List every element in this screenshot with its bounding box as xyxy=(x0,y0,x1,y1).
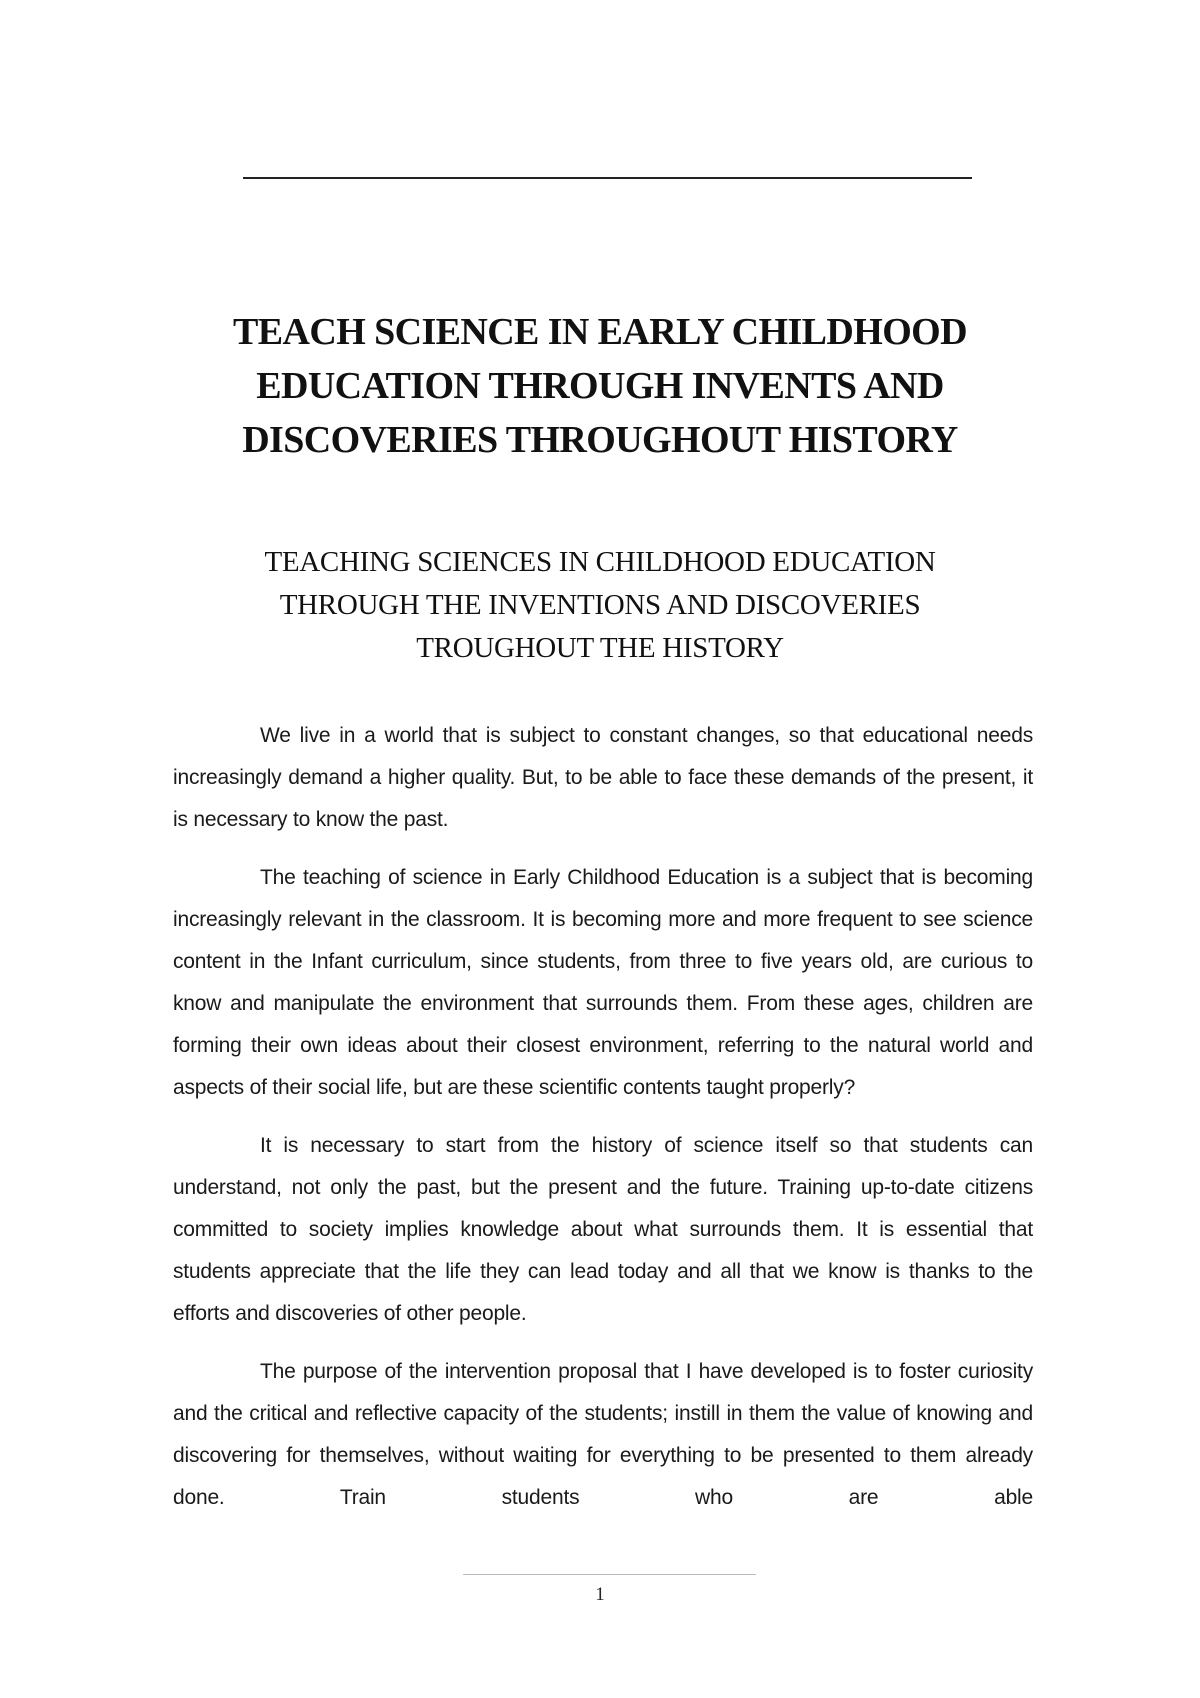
page-number: 1 xyxy=(595,1584,605,1605)
title-line: EDUCATION THROUGH INVENTS AND xyxy=(256,365,944,407)
body-text xyxy=(173,715,1033,1535)
title-line: TEACH SCIENCE IN EARLY CHILDHOOD xyxy=(233,311,967,353)
document-title xyxy=(150,305,1050,467)
subtitle-line: TROUGHOUT THE HISTORY xyxy=(416,632,784,664)
header-rule xyxy=(243,177,972,179)
title-line: DISCOVERIES THROUGHOUT HISTORY xyxy=(242,419,958,461)
paragraph: The purpose of the intervention proposal that I have developed is to foster curiosity and the critical and reflective capacity of the students; instill in them the value of knowing and discovering for themselves, without waiting for everything to be presented to them already done. Train students who are able xyxy=(173,1360,1033,1509)
paragraph: We live in a world that is subject to constant changes, so that educational needs increasingly demand a higher quality. But, to be able to face these demands of the present, it is necessary to know the past. xyxy=(173,724,1033,831)
subtitle-line: THROUGH THE INVENTIONS AND DISCOVERIES xyxy=(279,589,921,621)
document-subtitle xyxy=(150,541,1050,670)
subtitle-line: TEACHING SCIENCES IN CHILDHOOD EDUCATION xyxy=(264,546,936,578)
paragraph: The teaching of science in Early Childhood Education is a subject that is becoming increasingly relevant in the classroom. It is becoming more and more frequent to see science content in the Infant curriculum, since students, from three to five years old, are curious to know and manipulate the environment that surrounds them. From these ages, children are forming their own ideas about their closest environment, referring to the natural world and aspects of their social life, but are these scientific contents taught properly? xyxy=(173,866,1033,1099)
paragraph: It is necessary to start from the history of science itself so that students can understand, not only the past, but the present and the future. Training up-to-date citizens committed to society implies knowledge about what surrounds them. It is essential that students appreciate that the life they can lead today and all that we know is thanks to the efforts and discoveries of other people. xyxy=(173,1134,1033,1325)
footer-rule xyxy=(463,1574,756,1575)
